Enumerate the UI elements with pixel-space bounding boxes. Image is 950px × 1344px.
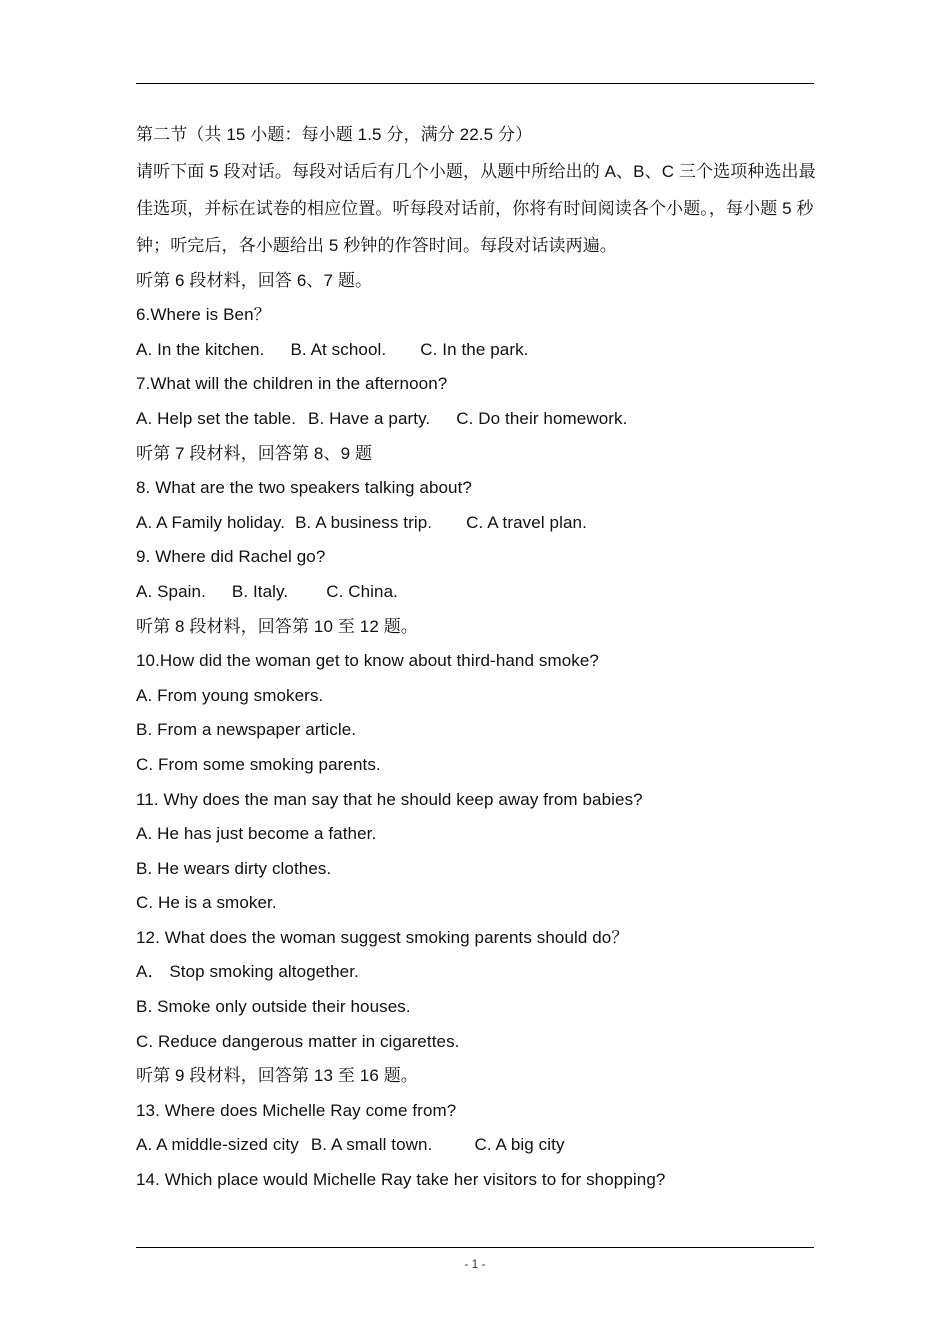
question-12-option-a: A． Stop smoking altogether. <box>136 962 359 982</box>
option-a: A. A Family holiday. <box>136 512 286 532</box>
option-a: A. Help set the table. <box>136 408 297 428</box>
question-7-stem: 7.What will the children in the afternoon? <box>136 374 448 394</box>
option-b: B. A small town. <box>310 1135 433 1155</box>
question-7-options <box>136 402 816 437</box>
group-heading-9: 听第 9 段材料，回答第 13 至 16 题。 <box>136 1066 418 1086</box>
footer-rule <box>136 1247 814 1248</box>
option-a: A. Spain. <box>136 581 206 601</box>
question-11-option-a: A. He has just become a father. <box>136 824 377 844</box>
option-a: A. In the kitchen. <box>136 339 265 359</box>
section-title: 第二节（共 15 小题：每小题 1.5 分，满分 22.5 分） <box>136 125 533 144</box>
question-11-option-c: C. He is a smoker. <box>136 893 277 913</box>
question-6-stem: 6.Where is Ben？ <box>136 305 271 325</box>
option-a: A. A middle-sized city <box>136 1135 299 1155</box>
question-10-option-a: A. From young smokers. <box>136 685 324 705</box>
option-c: C. Do their homework. <box>456 408 628 428</box>
question-9-stem: 9. Where did Rachel go? <box>136 547 326 567</box>
question-12-stem: 12. What does the woman suggest smoking parents should do？ <box>136 927 629 947</box>
question-9-options <box>136 575 816 610</box>
question-11-stem: 11. Why does the man say that he should keep away from babies? <box>136 789 643 809</box>
option-b: B. A business trip. <box>295 512 433 532</box>
question-12-option-b: B. Smoke only outside their houses. <box>136 997 411 1017</box>
question-6-options <box>136 333 816 368</box>
option-c: C. China. <box>326 581 398 601</box>
option-c: C. A travel plan. <box>466 512 587 532</box>
group-heading-7: 听第 7 段材料，回答第 8、9 题 <box>136 443 373 463</box>
group-heading-8: 听第 8 段材料，回答第 10 至 12 题。 <box>136 616 418 636</box>
question-12-option-c: C. Reduce dangerous matter in cigarettes. <box>136 1031 460 1051</box>
option-c: C. A big city <box>474 1135 565 1155</box>
question-8-stem: 8. What are the two speakers talking about? <box>136 478 472 498</box>
question-13-stem: 13. Where does Michelle Ray come from? <box>136 1100 457 1120</box>
option-b: B. Have a party. <box>308 408 431 428</box>
page-number: - 1 - <box>464 1257 486 1271</box>
question-10-option-b: B. From a newspaper article. <box>136 720 357 740</box>
exam-page-content <box>136 118 816 1198</box>
question-10-option-c: C. From some smoking parents. <box>136 754 381 774</box>
option-c: C. In the park. <box>420 339 529 359</box>
group-heading-6: 听第 6 段材料，回答 6、7 题。 <box>136 270 373 290</box>
question-13-options <box>136 1128 816 1163</box>
question-11-option-b: B. He wears dirty clothes. <box>136 858 332 878</box>
question-8-options <box>136 506 816 541</box>
question-14-stem: 14. Which place would Michelle Ray take her visitors to for shopping? <box>136 1170 666 1190</box>
instructions: 请听下面 5 段对话。每段对话后有几个小题，从题中所给出的 A、B、C 三个选项种选出最佳选项，并标在试卷的相应位置。听每段对话前，你将有时间阅读各个小题。，每小题 5 秒钟；听完后，各小题给出 5 秒钟的作答时间。每段对话读两遍。 <box>136 161 816 255</box>
option-b: B. At school. <box>290 339 387 359</box>
header-rule <box>136 83 814 84</box>
question-10-stem: 10.How did the woman get to know about third-hand smoke? <box>136 651 599 671</box>
option-b: B. Italy. <box>231 581 289 601</box>
